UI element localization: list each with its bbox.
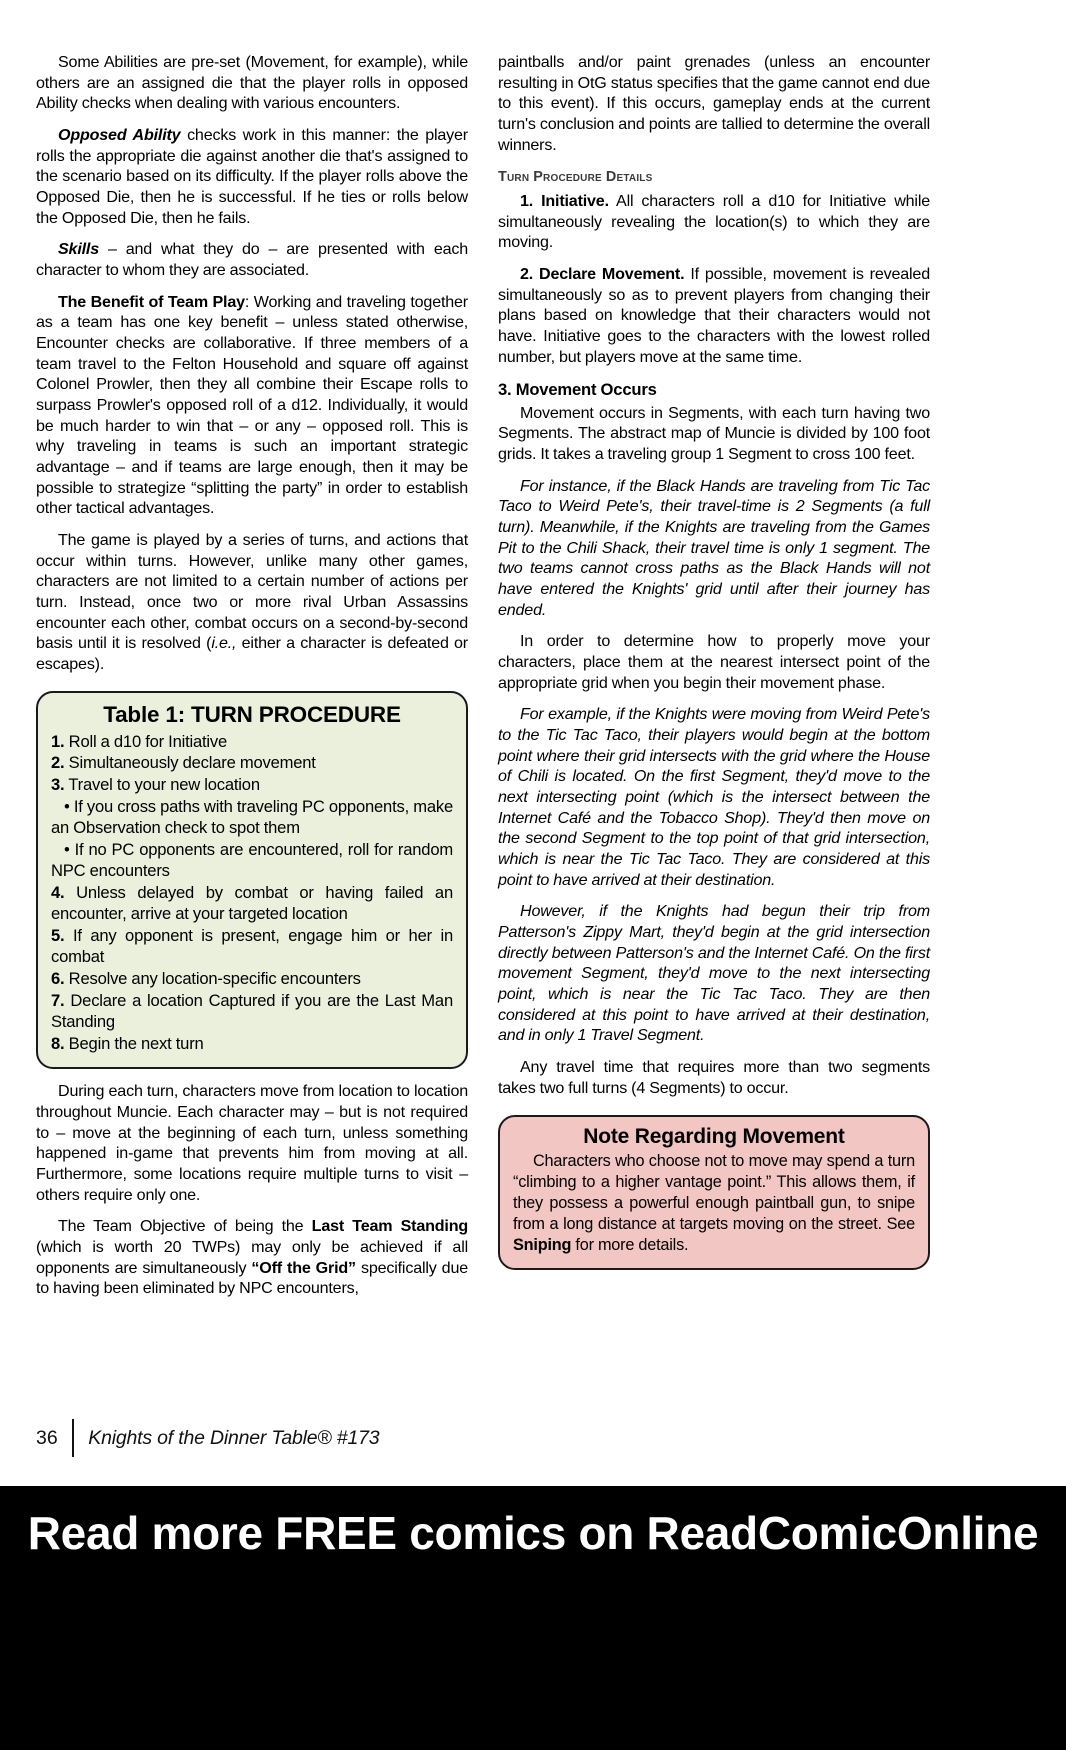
team-objective-a: The Team Objective of being the	[58, 1217, 312, 1236]
readcomiconline-banner	[0, 1486, 1066, 1750]
table-row	[51, 968, 453, 990]
note-body-a: Characters who choose not to move may spend a turn “climbing to a higher vantage point.” This allows them, if they possess a powerful enough paintball gun, to snipe from a long distance at targets moving on the street. See	[513, 1152, 915, 1233]
table-row	[51, 774, 453, 796]
paragraph-intersect-point: In order to determine how to properly move your characters, place them at the nearest intersect point of the appropriate grid when you begin their movement phase.	[498, 632, 930, 692]
initiative-text: All characters roll a d10 for Initiative while simultaneously revealing the location(s) to which they are moving.	[498, 191, 930, 252]
table-row-number: 2.	[51, 753, 65, 773]
table-row-number: 4.	[51, 882, 65, 902]
last-team-standing-bold: Last Team Standing	[311, 1217, 468, 1236]
section-heading-text: Turn Procedure Details	[498, 169, 653, 186]
right-column	[498, 52, 930, 1299]
table-row-number: 8.	[51, 1033, 65, 1053]
note-box-title: Note Regarding Movement	[583, 1125, 845, 1149]
paragraph-turns	[36, 530, 468, 675]
paragraph-paintballs: paintballs and/or paint grenades (unless an encounter resulting in OtG status specifies that the game cannot end due to this event). If this occurs, gameplay ends at the current turn's conclusion and points are tallied to determine the overall winners.	[498, 53, 930, 154]
table-row-text: • If you cross paths with traveling PC opponents, make an Observation check to spot them	[51, 796, 453, 838]
team-play-lead: The Benefit of Team Play	[58, 292, 245, 311]
paragraph-during-each-turn: During each turn, characters move from location to location throughout Muncie. Each character may – but is not required to – move at the beginning of each turn, unless something happened in-game that prevents him from moving at all. Furthermore, some locations require multiple turns to visit – others require only one.	[36, 1082, 468, 1204]
paragraph-declare-movement	[498, 264, 930, 367]
table-row	[51, 731, 453, 753]
paragraph-team-objective	[36, 1216, 468, 1299]
banner-text: Read more FREE comics on ReadComicOnline	[27, 1507, 1039, 1559]
two-column-body	[36, 52, 930, 1299]
initiative-lead: 1. Initiative.	[520, 191, 609, 210]
table-box-title: Table 1: TURN PROCEDURE	[103, 701, 401, 727]
table-row-number: 1.	[51, 731, 65, 751]
table-row-text: Roll a d10 for Initiative	[64, 731, 228, 751]
off-the-grid-bold: “Off the Grid”	[251, 1258, 356, 1277]
table-row	[51, 1033, 453, 1055]
paragraph-abilities: Some Abilities are pre-set (Movement, for example), while others are an assigned die that the player rolls in opposed Ability checks when dealing with various encounters.	[36, 53, 468, 113]
turns-ital: i.e.,	[211, 634, 237, 653]
turn-procedure-table-box	[36, 691, 468, 1069]
turns-text-a: The game is played by a series of turns, and actions that occur within turns. However, unlike many other games, characters are not limited to a certain number of actions per turn. Instead, once two or more rival Urban Assassins encounter each other, combat occurs on a second-by-second basis until it is resolved (	[36, 531, 468, 653]
team-play-text: : Working and traveling together as a team has one key benefit – unless stated otherwise, Encounter checks are collaborative. If three members of a team travel to the Felton Household and square off against Colonel Prowler, then they all combine their Escape rolls to surpass Prowler's opposed roll of a d12. Individually, it would be much harder to win that – or any – opposed roll. This is why traveling in teams is such an important strategic advantage – and if teams are large enough, then it may be possible to strategize “splitting the party” in order to establish other tactical advantages.	[36, 292, 468, 518]
table-row-text: Resolve any location-specific encounters	[64, 969, 361, 988]
table-row-text: If any opponent is present, engage him or her in combat	[51, 925, 453, 967]
table-row	[51, 839, 453, 882]
skills-text: – and what they do – are presented with each character to whom they are associated.	[36, 240, 468, 280]
note-body-b: for more details.	[571, 1235, 689, 1254]
paragraph-skills	[36, 239, 468, 280]
table-row-text: Unless delayed by combat or having failed an encounter, arrive at your targeted location	[51, 882, 453, 924]
table-row-number: 7.	[51, 990, 65, 1010]
table-row-text: Declare a location Captured if you are the Last Man Standing	[51, 990, 453, 1032]
note-box-body	[513, 1151, 915, 1255]
team-objective-d: specifically due to having been eliminated by NPC encounters,	[36, 1258, 468, 1298]
paragraph-team-play	[36, 292, 468, 519]
table-row-text: • If no PC opponents are encountered, roll for random NPC encounters	[51, 839, 453, 881]
sniping-bold: Sniping	[513, 1235, 572, 1254]
note-regarding-movement-box	[498, 1115, 930, 1269]
skills-lead: Skills	[58, 240, 99, 259]
paragraph-black-hands-example: For instance, if the Black Hands are traveling from Tic Tac Taco to Weird Pete's, their travel-time is 2 Segments (a full turn). Meanwhile, if the Knights are traveling from the Games Pit to the Chili Shack, their travel time is only 1 segment. The two teams cannot cross paths as the Black Hands will not have entered the Knights' grid until after their journey has ended.	[498, 476, 930, 619]
left-column	[36, 52, 468, 1299]
table-row-text: Travel to your new location	[64, 774, 260, 794]
page-footer	[36, 1418, 930, 1458]
team-objective-c: (which is worth 20 TWPs) may only be achieved if all opponents are simultaneously	[36, 1237, 468, 1277]
table-row-number: 6.	[51, 969, 65, 988]
table-row-number: 3.	[51, 774, 65, 794]
paragraph-zippy-mart-example: However, if the Knights had begun their trip from Patterson's Zippy Mart, they'd begin at the grid intersection directly between Patterson's and the Internet Café. On the first movement Segment, they'd move to the next intersecting point, which is near the Tic Tac Taco. They are then considered at this point to have arrived at their destination, and in only 1 Travel Segment.	[498, 902, 930, 1045]
paragraph-opposed-ability	[36, 125, 468, 228]
table-row-text: Begin the next turn	[64, 1033, 204, 1053]
paragraph-travel-time: Any travel time that requires more than two segments takes two full turns (4 Segments) to occur.	[498, 1058, 930, 1097]
section-heading-turn-procedure-details	[498, 168, 930, 187]
table-row-text: Simultaneously declare movement	[64, 753, 316, 773]
paragraph-initiative	[498, 191, 930, 253]
table-row-number: 5.	[51, 925, 65, 945]
declare-movement-text: If possible, movement is revealed simultaneously so as to prevent players from changing their plans based on knowledge that their characters would not have. Initiative goes to the characters with the lowest rolled number, but players move at the same time.	[498, 264, 930, 366]
paragraph-movement-segments: Movement occurs in Segments, with each turn having two Segments. The abstract map of Muncie is divided by 100 foot grids. It takes a traveling group 1 Segment to cross 100 feet.	[498, 403, 930, 463]
subheading-movement-occurs: 3. Movement Occurs	[498, 380, 657, 400]
table-row	[51, 882, 453, 925]
table-row	[51, 925, 453, 968]
declare-movement-lead: 2. Declare Movement.	[520, 264, 685, 283]
table-row	[51, 990, 453, 1033]
page-number: 36	[36, 1426, 58, 1449]
magazine-title: Knights of the Dinner Table® #173	[88, 1426, 380, 1449]
table-row	[51, 752, 453, 774]
paragraph-knights-example: For example, if the Knights were moving from Weird Pete's to the Tic Tac Taco, their players would begin at the bottom point where their grid intersects with the grid where the House of Chili is located. On the first Segment, they'd move to the next intersecting point (which is the intersect between the Internet Café and the Tobacco Shop). They'd then move on the second Segment to the top point of that grid intersection, which is near the Tic Tac Taco. They are considered at this point to have arrived at their destination.	[498, 705, 930, 889]
table-row	[51, 796, 453, 839]
footer-divider	[72, 1419, 75, 1457]
opposed-ability-lead: Opposed Ability	[58, 126, 181, 145]
opposed-ability-text: checks work in this manner: the player rolls the appropriate die against another die that's assigned to the scenario based on its difficulty. If the player rolls above the Opposed Die, then he is successful. If he ties or rolls below the Opposed Die, then he fails.	[36, 126, 468, 227]
turns-text-b: either a character is defeated or escapes).	[36, 634, 468, 674]
